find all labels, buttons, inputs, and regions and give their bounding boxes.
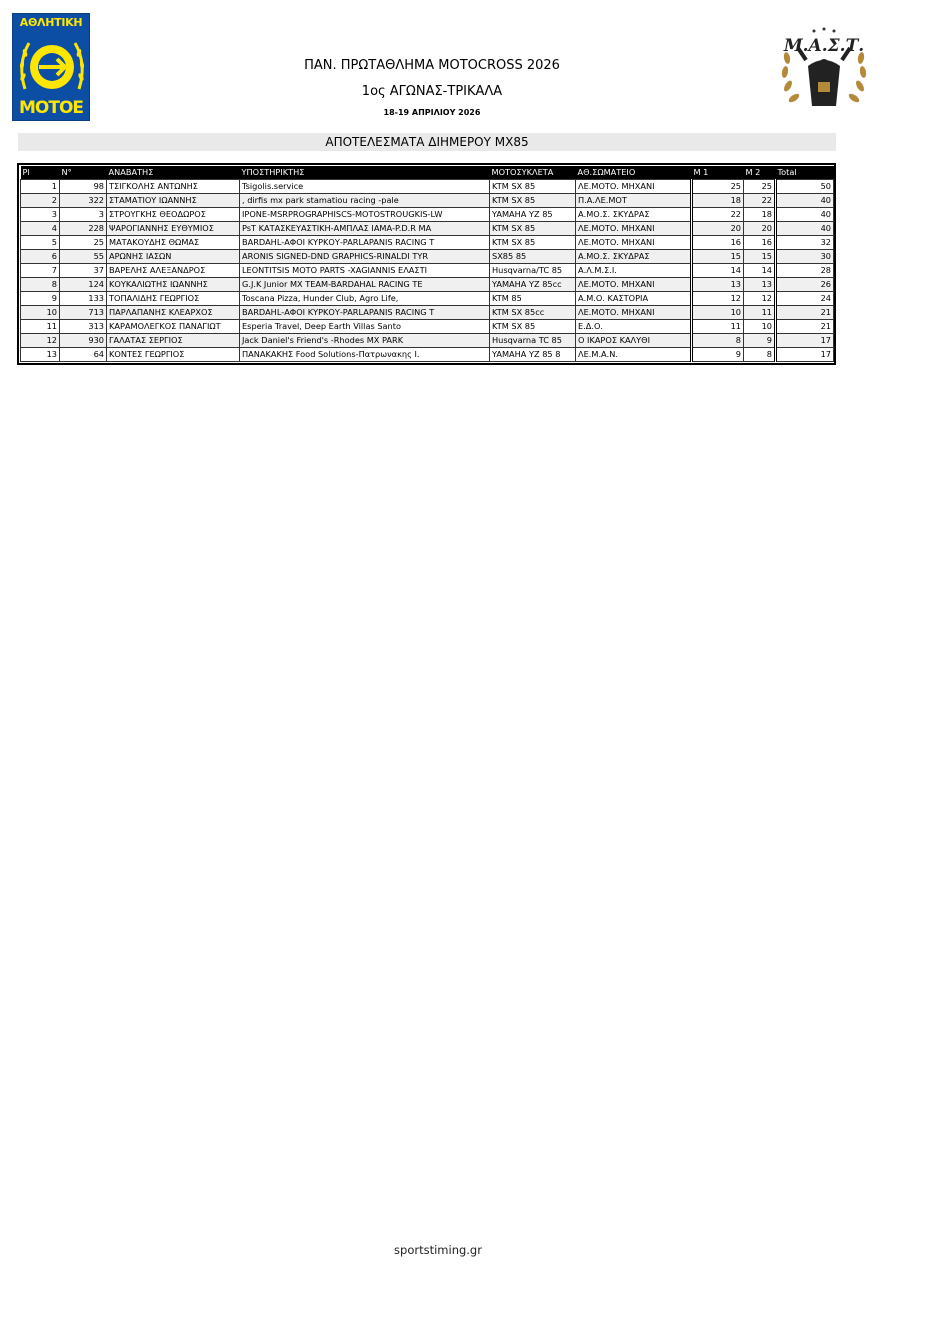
col-number-cell: 64	[60, 348, 107, 362]
table-row	[21, 306, 834, 320]
col-motorcycle-cell: KTM SX 85	[490, 236, 576, 250]
table-row	[21, 292, 834, 306]
col-sponsor-cell: Toscana Pizza, Hunder Club, Agro Life,	[240, 292, 490, 306]
col-m1-cell: 8	[692, 334, 744, 348]
col-pl-cell: 2	[21, 194, 60, 208]
col-m1-cell: 12	[692, 292, 744, 306]
col-number-cell: 313	[60, 320, 107, 334]
col-number-cell: 133	[60, 292, 107, 306]
col-sponsor-header: ΥΠΟΣΤΗΡΙΚΤΗΣ	[240, 166, 490, 180]
col-rider-cell: ΨΑΡΟΓΙΑΝΝΗΣ ΕΥΘΥΜΙΟΣ	[107, 222, 240, 236]
col-m1-cell: 10	[692, 306, 744, 320]
col-club-cell: ΛΕ.ΜΟΤΟ. ΜΗΧΑΝΙ	[576, 180, 692, 194]
col-rider-cell: ΚΑΡΑΜΟΛΕΓΚΟΣ ΠΑΝΑΓΙΩΤ	[107, 320, 240, 334]
col-number-cell: 322	[60, 194, 107, 208]
table-header-row	[21, 166, 834, 180]
col-number-cell: 55	[60, 250, 107, 264]
col-pl-cell: 13	[21, 348, 60, 362]
col-number-cell: 930	[60, 334, 107, 348]
event-date: 18-19 ΑΠΡΙΛΙΟΥ 2026	[383, 108, 481, 117]
col-total-cell: 50	[776, 180, 834, 194]
col-total-cell: 40	[776, 222, 834, 236]
col-club-cell: ΛΕ.ΜΟΤΟ. ΜΗΧΑΝΙ	[576, 306, 692, 320]
col-club-cell: Α.ΜΟ.Σ. ΣΚΥΔΡΑΣ	[576, 250, 692, 264]
col-total-cell: 30	[776, 250, 834, 264]
table-row	[21, 348, 834, 362]
col-total-cell: 21	[776, 306, 834, 320]
col-m2-cell: 14	[744, 264, 776, 278]
col-club-cell: Ο ΙΚΑΡΟΣ ΚΑΛΥΘΙ	[576, 334, 692, 348]
col-pl-cell: 5	[21, 236, 60, 250]
col-club-cell: Α.Λ.Μ.Σ.Ι.	[576, 264, 692, 278]
col-m1-cell: 14	[692, 264, 744, 278]
col-number-header: N°	[60, 166, 107, 180]
table-row	[21, 264, 834, 278]
results-banner: ΑΠΟΤΕΛΕΣΜΑΤΑ ΔΙΗΜΕΡΟΥ ΜΧ85	[18, 133, 836, 151]
col-sponsor-cell: G.J.K Junior MX TEAM-BARDAHAL RACING TE	[240, 278, 490, 292]
col-motorcycle-cell: KTM SX 85	[490, 180, 576, 194]
col-m1-cell: 9	[692, 348, 744, 362]
col-rider-cell: ΣΤΑΜΑΤΙΟΥ ΙΩΑΝΝΗΣ	[107, 194, 240, 208]
table-row	[21, 320, 834, 334]
table-row	[21, 180, 834, 194]
col-club-cell: ΛΕ.ΜΟΤΟ. ΜΗΧΑΝΙ	[576, 222, 692, 236]
col-pl-cell: 6	[21, 250, 60, 264]
col-sponsor-cell: BARDAHL-ΑΦΟΙ ΚΥΡΚΟΥ-PARLAPANIS RACING T	[240, 306, 490, 320]
col-sponsor-cell: Jack Daniel's Friend's -Rhodes MX PARK	[240, 334, 490, 348]
col-sponsor-cell: PsT ΚΑΤΑΣΚΕΥΑΣΤΙΚΗ-ΑΜΠΛΑΣ ΙΑΜΑ-P.D.R MA	[240, 222, 490, 236]
col-total-cell: 40	[776, 194, 834, 208]
col-motorcycle-cell: SX85 85	[490, 250, 576, 264]
col-motorcycle-cell: YAMAHA YZ 85	[490, 208, 576, 222]
col-club-cell: ΛΕ.Μ.Α.Ν.	[576, 348, 692, 362]
col-rider-cell: ΣΤΡΟΥΓΚΗΣ ΘΕΟΔΩΡΟΣ	[107, 208, 240, 222]
col-pl-cell: 3	[21, 208, 60, 222]
col-rider-cell: ΚΟΝΤΕΣ ΓΕΩΡΓΙΟΣ	[107, 348, 240, 362]
col-pl-cell: 10	[21, 306, 60, 320]
col-number-cell: 25	[60, 236, 107, 250]
col-motorcycle-cell: KTM SX 85	[490, 222, 576, 236]
col-sponsor-cell: ΠΑΝΑΚΑΚΗΣ Food Solutions-Πατρωνακης Ι.	[240, 348, 490, 362]
col-pl-cell: 11	[21, 320, 60, 334]
col-motorcycle-cell: KTM SX 85	[490, 194, 576, 208]
mast-logo-text: Μ.Α.Σ.Τ.	[783, 36, 865, 56]
col-pl-header: Pl	[21, 166, 60, 180]
col-number-cell: 228	[60, 222, 107, 236]
table-row	[21, 250, 834, 264]
footer-site: sportstiming.gr	[394, 1243, 482, 1257]
col-club-cell: Ε.Δ.Ο.	[576, 320, 692, 334]
table-body	[21, 180, 834, 362]
col-m2-cell: 12	[744, 292, 776, 306]
col-rider-cell: ΚΟΥΚΑΛΙΩΤΗΣ ΙΩΑΝΝΗΣ	[107, 278, 240, 292]
col-total-cell: 32	[776, 236, 834, 250]
col-m2-cell: 8	[744, 348, 776, 362]
col-m2-cell: 11	[744, 306, 776, 320]
col-m1-header: M 1	[692, 166, 744, 180]
col-m1-cell: 22	[692, 208, 744, 222]
col-club-cell: Α.Μ.Ο. ΚΑΣΤΟΡΙΑ	[576, 292, 692, 306]
table-row	[21, 208, 834, 222]
col-rider-cell: ΒΑΡΕΛΗΣ ΑΛΕΞΑΝΔΡΟΣ	[107, 264, 240, 278]
col-total-cell: 28	[776, 264, 834, 278]
col-rider-cell: ΑΡΩΝΗΣ ΙΑΣΩΝ	[107, 250, 240, 264]
col-m2-cell: 22	[744, 194, 776, 208]
col-sponsor-cell: Tsigolis.service	[240, 180, 490, 194]
col-motorcycle-header: ΜΟΤΟΣΥΚΛΕΤΑ	[490, 166, 576, 180]
table-row	[21, 278, 834, 292]
col-rider-cell: ΜΑΤΑΚΟΥΔΗΣ ΘΩΜΑΣ	[107, 236, 240, 250]
col-pl-cell: 9	[21, 292, 60, 306]
col-total-cell: 24	[776, 292, 834, 306]
col-m2-cell: 15	[744, 250, 776, 264]
col-rider-cell: ΠΑΡΛΑΠΑΝΗΣ ΚΛΕΑΡΧΟΣ	[107, 306, 240, 320]
col-number-cell: 98	[60, 180, 107, 194]
col-rider-cell: ΤΟΠΑΛΙΔΗΣ ΓΕΩΡΓΙΟΣ	[107, 292, 240, 306]
col-sponsor-cell: ARONIS SIGNED-DND GRAPHICS-RINALDI TYR	[240, 250, 490, 264]
page-title: ΠΑΝ. ΠΡΩΤΑΘΛΗΜΑ MOTOCROSS 2026	[304, 58, 560, 73]
col-club-header: ΑΘ.ΣΩΜΑΤΕΙΟ	[576, 166, 692, 180]
col-m1-cell: 18	[692, 194, 744, 208]
col-sponsor-cell: Esperia Travel, Deep Earth Villas Santo	[240, 320, 490, 334]
col-motorcycle-cell: Husqvarna/TC 85	[490, 264, 576, 278]
col-motorcycle-cell: YAMAHA YZ 85 8	[490, 348, 576, 362]
col-number-cell: 3	[60, 208, 107, 222]
col-motorcycle-cell: KTM 85	[490, 292, 576, 306]
col-m2-cell: 9	[744, 334, 776, 348]
col-m2-cell: 18	[744, 208, 776, 222]
table-row	[21, 334, 834, 348]
col-number-cell: 124	[60, 278, 107, 292]
col-motorcycle-cell: YAMAHA YZ 85cc	[490, 278, 576, 292]
col-club-cell: ΛΕ.ΜΟΤΟ. ΜΗΧΑΝΙ	[576, 236, 692, 250]
col-rider-cell: ΤΣΙΓΚΟΛΗΣ ΑΝΤΩΝΗΣ	[107, 180, 240, 194]
col-number-cell: 713	[60, 306, 107, 320]
col-pl-cell: 8	[21, 278, 60, 292]
col-total-cell: 17	[776, 334, 834, 348]
logo-left-bottom-text: ΜΟΤΟΕ	[18, 98, 84, 118]
col-total-cell: 21	[776, 320, 834, 334]
col-m2-cell: 25	[744, 180, 776, 194]
table-row	[21, 194, 834, 208]
col-total-cell: 40	[776, 208, 834, 222]
col-m1-cell: 15	[692, 250, 744, 264]
col-pl-cell: 12	[21, 334, 60, 348]
col-sponsor-cell: LEONTITSIS MOTO PARTS -XAGIANNIS ΕΛΑΣΤΙ	[240, 264, 490, 278]
col-club-cell: ΛΕ.ΜΟΤΟ. ΜΗΧΑΝΙ	[576, 278, 692, 292]
col-motorcycle-cell: KTM SX 85cc	[490, 306, 576, 320]
col-m1-cell: 13	[692, 278, 744, 292]
event-subtitle: 1ος ΑΓΩΝΑΣ-ΤΡΙΚΑΛΑ	[361, 84, 503, 99]
col-m2-cell: 13	[744, 278, 776, 292]
col-pl-cell: 7	[21, 264, 60, 278]
col-m1-cell: 20	[692, 222, 744, 236]
col-total-header: Total	[776, 166, 834, 180]
col-m2-cell: 16	[744, 236, 776, 250]
col-total-cell: 17	[776, 348, 834, 362]
table-row	[21, 222, 834, 236]
col-pl-cell: 4	[21, 222, 60, 236]
col-total-cell: 26	[776, 278, 834, 292]
col-club-cell: Α.ΜΟ.Σ. ΣΚΥΔΡΑΣ	[576, 208, 692, 222]
col-sponsor-cell: BARDAHL-ΑΦΟΙ ΚΥΡΚΟΥ-PARLAPANIS RACING T	[240, 236, 490, 250]
col-m2-cell: 20	[744, 222, 776, 236]
table-row	[21, 236, 834, 250]
col-motorcycle-cell: KTM SX 85	[490, 320, 576, 334]
col-m1-cell: 16	[692, 236, 744, 250]
col-rider-cell: ΓΑΛΑΤΑΣ ΣΕΡΓΙΟΣ	[107, 334, 240, 348]
col-club-cell: Π.Α.ΛΕ.ΜΟΤ	[576, 194, 692, 208]
col-m2-cell: 10	[744, 320, 776, 334]
col-sponsor-cell: IPONE-MSRPROGRAPHISCS-MOTOSTROUGKIS-LW	[240, 208, 490, 222]
col-m2-header: M 2	[744, 166, 776, 180]
col-number-cell: 37	[60, 264, 107, 278]
col-motorcycle-cell: Husqvarna TC 85	[490, 334, 576, 348]
col-m1-cell: 11	[692, 320, 744, 334]
logo-left-top-text: ΑΘΛΗΤΙΚΗ	[19, 16, 83, 29]
results-table	[17, 163, 836, 365]
col-m1-cell: 25	[692, 180, 744, 194]
col-rider-header: ΑΝΑΒΑΤΗΣ	[107, 166, 240, 180]
col-sponsor-cell: , dirfis mx park stamatiou racing -pale	[240, 194, 490, 208]
col-pl-cell: 1	[21, 180, 60, 194]
